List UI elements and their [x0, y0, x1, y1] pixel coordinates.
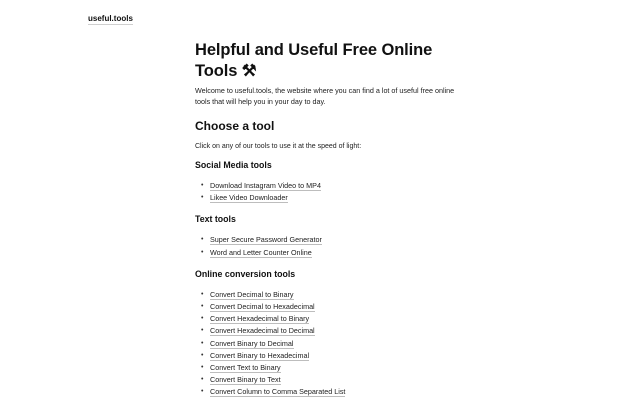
list-item — [201, 289, 455, 301]
choose-tool-lead: Click on any of our tools to use it at the speed of light: — [195, 143, 362, 150]
tool-link-column-to-csv[interactable]: Convert Column to Comma Separated List — [210, 387, 346, 397]
bullet-icon: • — [201, 363, 204, 371]
list-item — [201, 374, 455, 386]
list-item — [201, 325, 455, 337]
tool-link-text-to-binary[interactable]: Convert Text to Binary — [210, 362, 281, 372]
tool-link-decimal-to-hex[interactable]: Convert Decimal to Hexadecimal — [210, 301, 315, 311]
bullet-icon: • — [201, 376, 204, 384]
bullet-icon: • — [201, 194, 204, 202]
list-item — [201, 386, 455, 398]
bullet-icon: • — [201, 327, 204, 335]
section-heading: Online conversion tools — [195, 268, 296, 279]
tool-list — [195, 289, 455, 399]
site-logo-link[interactable]: useful.tools — [88, 14, 133, 23]
bullet-icon: • — [201, 388, 204, 396]
tool-link-hex-to-binary[interactable]: Convert Hexadecimal to Binary — [210, 314, 310, 324]
tool-link-instagram-video[interactable]: Download Instagram Video to MP4 — [210, 181, 321, 190]
page-title-line2: Tools — [195, 62, 238, 80]
hammer-pick-icon: ⚒ — [241, 62, 257, 80]
tool-link-likee-video[interactable]: Likee Video Downloader — [210, 193, 288, 203]
choose-tool-heading: Choose a tool — [195, 119, 275, 133]
bullet-icon: • — [201, 182, 204, 189]
list-item — [201, 234, 455, 246]
bullet-icon: • — [201, 315, 204, 323]
list-item — [201, 362, 455, 374]
list-item — [201, 338, 455, 350]
list-item — [201, 301, 455, 313]
section-conversion-tools — [195, 269, 455, 399]
tool-link-binary-to-text[interactable]: Convert Binary to Text — [210, 375, 281, 385]
tool-link-binary-to-hex[interactable]: Convert Binary to Hexadecimal — [210, 350, 310, 360]
page-title — [195, 40, 455, 82]
section-social-media-tools — [195, 160, 455, 204]
list-item — [201, 192, 455, 204]
bullet-icon: • — [201, 351, 204, 359]
bullet-icon: • — [201, 236, 204, 244]
tool-link-binary-to-decimal[interactable]: Convert Binary to Decimal — [210, 338, 294, 348]
bullet-icon: • — [201, 302, 204, 310]
tool-list — [195, 234, 455, 258]
list-item — [201, 313, 455, 325]
page-title-line1: Helpful and Useful Free Online — [195, 41, 433, 59]
intro-text: Welcome to useful.tools, the website where you can find a lot of useful free online tools that will help you in your day to day. — [195, 86, 455, 106]
tool-link-password-generator[interactable]: Super Secure Password Generator — [210, 235, 322, 245]
list-item — [201, 350, 455, 362]
section-heading: Text tools — [195, 214, 236, 225]
tool-list — [195, 180, 455, 204]
bullet-icon: • — [201, 290, 204, 298]
main-content — [195, 40, 455, 398]
list-item — [201, 247, 455, 259]
bullet-icon: • — [201, 248, 204, 256]
list-item — [201, 180, 455, 192]
section-text-tools — [195, 214, 455, 258]
tool-link-word-counter[interactable]: Word and Letter Counter Online — [210, 247, 312, 257]
section-heading: Social Media tools — [195, 160, 272, 170]
site-header — [88, 8, 133, 26]
tool-link-hex-to-decimal[interactable]: Convert Hexadecimal to Decimal — [210, 326, 315, 336]
bullet-icon: • — [201, 339, 204, 347]
tool-link-decimal-to-binary[interactable]: Convert Decimal to Binary — [210, 289, 294, 299]
